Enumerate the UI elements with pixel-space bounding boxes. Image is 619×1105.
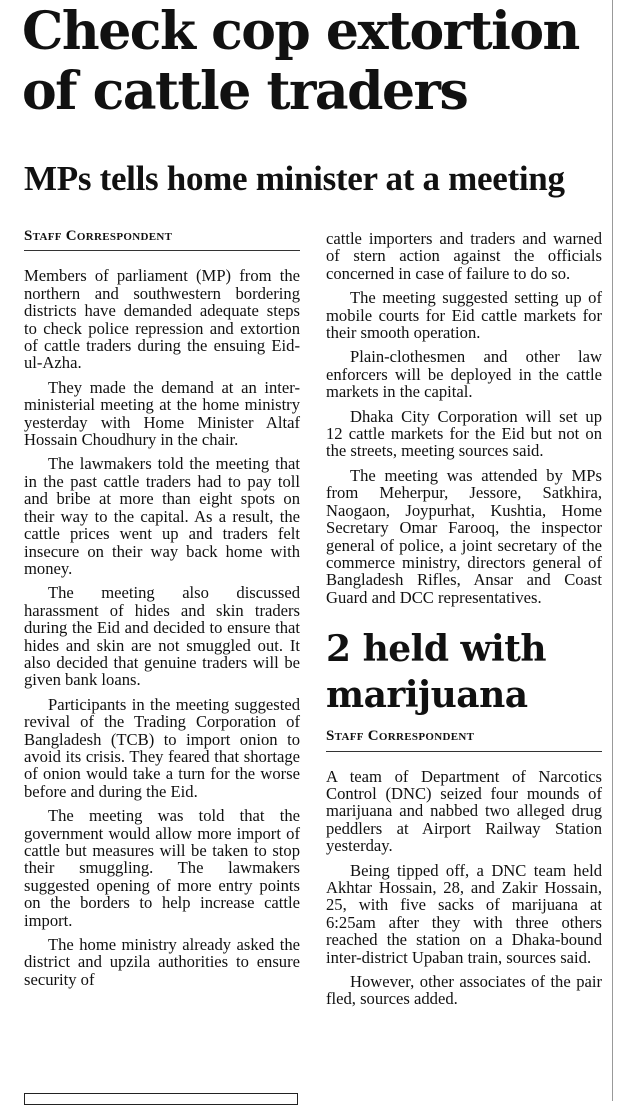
byline: Staff Correspondent <box>24 228 300 251</box>
paragraph: Dhaka City Corporation will set up 12 cattle markets for the Eid but not on the streets, meeting sources said. <box>326 406 602 461</box>
paragraph: cattle importers and traders and warned of stern action against the officials concerned in case of failure to do so. <box>326 229 602 283</box>
paragraph: Being tipped off, a DNC team held Akhtar Hossain, 28, and Zakir Hossain, 25, with five sacks of marijuana at 6:25am after they with three others reached the station on a Dhaka-bound inter-district Upaban train, sources said. <box>326 860 602 967</box>
paragraph: Plain-clothesmen and other law enforcers will be deployed in the cattle markets in the capital. <box>326 347 602 402</box>
paragraph: The meeting was told that the government would allow more import of cattle but measures will be taken to stop their smuggling. The lawmakers suggested opening of more entry points on the borders to help increase cattle import. <box>24 806 300 930</box>
headline: Check cop extortion of cattle traders <box>22 1 579 122</box>
paragraph: However, other associates of the pair fled, sources added. <box>326 972 602 1009</box>
paragraph: A team of Department of Narcotics Control (DNC) seized four mounds of marijuana and nabbed two alleged drug peddlers at Airport Railway Station yesterday. <box>326 766 602 856</box>
story2-byline: Staff Correspondent <box>326 728 602 751</box>
paragraph: They made the demand at an inter-ministerial meeting at the home ministry yesterday with Home Minister Altaf Hossain Choudhury in the chair. <box>24 377 300 450</box>
paragraph: The meeting also discussed harassment of hides and skin traders during the Eid and decided to ensure that hides and skin are not smuggled out. It also decided that genuine traders will be given bank loans. <box>24 583 300 690</box>
paragraph: Participants in the meeting suggested revival of the Trading Corporation of Bangladesh (TCB) to import onion to avoid its crisis. They feared that shortage of onion would take a turn for the worse before and during the Eid. <box>24 694 300 801</box>
paragraph: The meeting was attended by MPs from Meherpur, Jessore, Satkhira, Naogaon, Joypurhat, Kushtia, Home Secretary Omar Farooq, the inspector general of police, a joint secretary of the commerce ministry, directors general of Bangladesh Rifles, Ansar and Coast Guard and DCC representatives. <box>326 465 602 607</box>
story2-headline: 2 held with marijuana <box>326 628 547 717</box>
story1-column-2 <box>326 230 602 1015</box>
column-divider <box>612 0 613 1101</box>
paragraph: The home ministry already asked the district and upzila authorities to ensure security of <box>24 935 300 989</box>
paragraph: The meeting suggested setting up of mobile courts for Eid cattle markets for their smooth operation. <box>326 288 602 343</box>
subheadline: MPs tells home minister at a meeting <box>24 159 565 198</box>
paragraph: The lawmakers told the meeting that in the past cattle traders had to pay toll and bribe at more than eight spots on their way to the capital. As a result, the cattle prices went up and traders felt insecure on their way back home with money. <box>24 454 300 578</box>
paragraph: Members of parliament (MP) from the northern and southwestern bordering districts have demanded adequate steps to check police repression and extortion of cattle traders during the ensuing Eid-ul-Azha. <box>24 266 300 373</box>
bottom-box <box>24 1093 298 1105</box>
story1-column-1 <box>24 228 300 995</box>
